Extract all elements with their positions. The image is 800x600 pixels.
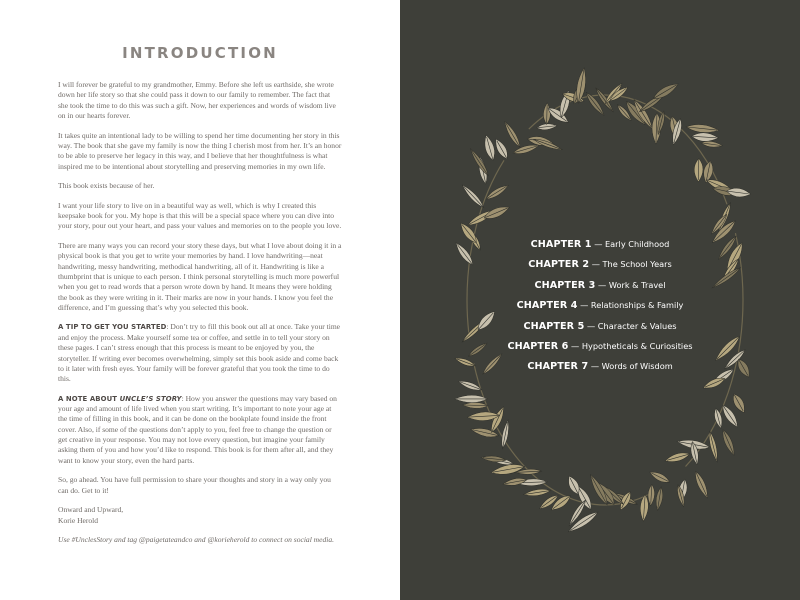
note-text: : How you answer the questions may vary based on your age and amount of life lived when you start writing. It’s important to note your age at the time of filling in this book, and it can be done on the bookplate found inside the front cover. Also, if some of the questions don’t apply to you, feel free to change the question or get creative in your response. You may not love every question, but imagine your family asking them of you and how you’d like to respond. This book is for them after all, and they want to know your story, even the hard parts.: [58, 393, 337, 465]
leaf: [648, 469, 671, 485]
tip-lead: A TIP TO GET YOU STARTED: [58, 323, 167, 332]
tip-paragraph: [58, 322, 342, 384]
chapter-label: CHAPTER 1: [530, 239, 592, 250]
chapter-label: CHAPTER 5: [523, 320, 585, 332]
social-note: Use #UnclesStory and tag @paigetateandco and @korieherold to connect on social media.: [58, 535, 335, 545]
paragraph: It takes quite an intentional lady to be willing to spend her time documenting her story in this way. The book that she gave my family is now the thing I cherish most from her. It’s an honor to be able to preserve her legacy in this way, and I believe that her thoughtfulness is what inspired me to be intentional about storytelling and preserving memories in my own life.: [58, 130, 342, 171]
toc-item-chapter-5: [480, 314, 720, 334]
chapter-title: — Words of Wisdom: [588, 361, 673, 372]
chapter-title: — Hypotheticals & Curiosities: [568, 340, 693, 351]
leaf: [492, 137, 510, 161]
note-lead: [58, 395, 182, 403]
note-lead-italic: UNCLE’S STORY: [119, 394, 182, 403]
paragraph: There are many ways you can record your story these days, but what I love about doing it in a physical book is that you get to write your memories by hand. I love handwriting—neat handwriting, messy handwriting, methodical handwriting, all of it. Handwriting is like a thumbprint that is unique to each person. I think personal storytelling is much more powerful when you get to read words that a person wrote down by hand. It means they were holding the book as they were writing in it. Their marks are now in your hands. I know you feel the difference, and I’m guessing that’s why you selected this book.: [58, 240, 342, 312]
signoff: [58, 505, 342, 526]
toc-item-chapter-6: [480, 334, 720, 354]
chapter-label: CHAPTER 3: [534, 279, 596, 291]
leaf: [482, 134, 497, 162]
chapter-title: — Relationships & Family: [577, 300, 684, 311]
note-lead-text: A NOTE ABOUT: [58, 394, 120, 403]
leaf: [502, 120, 522, 149]
leaf: [720, 428, 737, 456]
chapter-label: CHAPTER 7: [527, 361, 589, 373]
leaf: [730, 392, 748, 415]
toc-item-chapter-4: [480, 293, 720, 313]
leaf: [691, 132, 718, 142]
chapter-title: — The School Years: [589, 259, 672, 270]
leaf: [543, 103, 551, 125]
leaf: [664, 450, 691, 464]
leaf: [523, 487, 551, 497]
chapter-label: CHAPTER 6: [507, 340, 569, 352]
leaf: [502, 477, 527, 488]
tip-text: : Don’t try to fill this book out all at once. Take your time and enjoy the process. Make yourself some tea or coffee, and settle in to tell your story on these pages. I can’t stress enough that this process is meant to be enjoyed by you, the storyteller. If writing ever becomes overwhelming, simply set this book aside and come back to it later with fresh eyes. Your family will be forever grateful that you took the time to do this.: [58, 322, 341, 384]
chapter-label: CHAPTER 4: [516, 300, 578, 312]
leaf: [500, 419, 511, 449]
chapter-title: — Early Childhood: [591, 239, 670, 249]
signoff-line: Onward and Upward,: [58, 505, 124, 515]
closing-paragraph: So, go ahead. You have full permission to share your thoughts and story in a way only you can do. Get to it!: [58, 475, 331, 495]
leaf: [647, 484, 655, 506]
leaf: [654, 486, 664, 510]
paragraph: I will forever be grateful to my grandmother, Emmy. Before she left us earthside, she wrote down her life story so that she could pass it down to our family to remember. The fact that she took the time to do this was such a gift. Now, her experiences and words of wisdom live on in our hearts forever.: [58, 80, 336, 121]
paragraph: I want your life story to live on in a beautiful way as well, which is why I created this keepsake book for you. My hope is that this will be a special space where you can dive into your story, pour out your heart, and pass your values and memories on to the people you love.: [58, 200, 342, 231]
toc-item-chapter-3: [480, 273, 720, 293]
leaf: [454, 356, 476, 369]
leaf: [692, 470, 710, 500]
right-page: [400, 0, 800, 600]
chapter-label: CHAPTER 2: [528, 259, 590, 271]
toc-item-chapter-7: [480, 354, 720, 374]
toc-item-chapter-1: [480, 232, 720, 252]
leaf: [460, 183, 486, 210]
chapter-title: — Work & Travel: [595, 279, 666, 290]
author-name: Korie Herold: [58, 515, 99, 525]
table-of-contents: [480, 232, 720, 375]
leaf: [651, 80, 680, 102]
leaf: [686, 123, 720, 134]
toc-item-chapter-2: [480, 252, 720, 272]
leaf: [694, 158, 703, 182]
page-title: INTRODUCTION: [122, 44, 278, 62]
leaf: [463, 402, 489, 409]
paragraph: This book exists because of her.: [58, 181, 155, 191]
chapter-title: — Character & Values: [584, 320, 677, 331]
introduction-text: [58, 80, 342, 555]
note-paragraph: [58, 394, 342, 466]
